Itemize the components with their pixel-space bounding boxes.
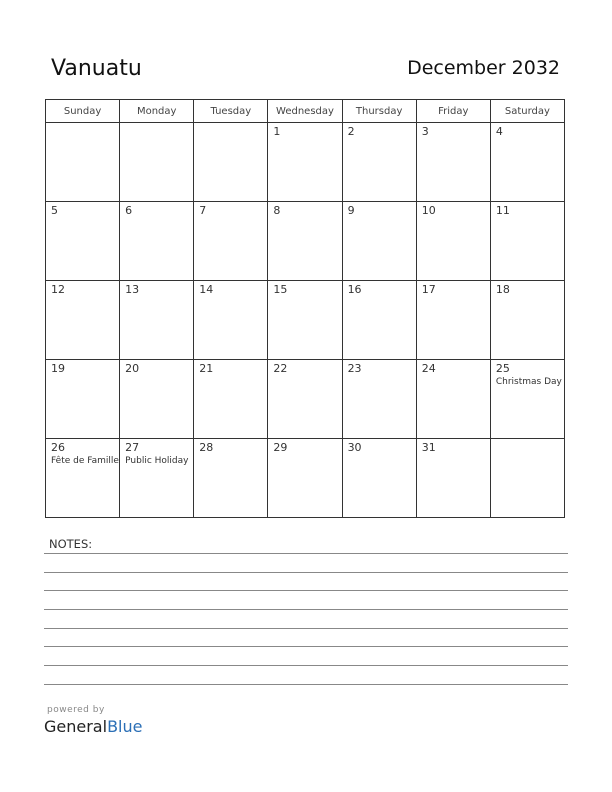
day-cell xyxy=(120,202,194,281)
note-line xyxy=(44,628,568,629)
day-number: 15 xyxy=(273,283,288,296)
empty-day-cell xyxy=(490,439,564,518)
day-number: 13 xyxy=(125,283,140,296)
day-cell xyxy=(490,123,564,202)
weekday-monday: Monday xyxy=(120,100,194,123)
day-cell xyxy=(194,202,268,281)
day-cell xyxy=(268,202,342,281)
day-cell xyxy=(46,360,120,439)
day-cell xyxy=(46,281,120,360)
day-number: 6 xyxy=(125,204,133,217)
empty-day-cell xyxy=(194,123,268,202)
day-cell xyxy=(490,281,564,360)
day-cell xyxy=(268,281,342,360)
note-line xyxy=(44,665,568,666)
empty-day-cell xyxy=(120,123,194,202)
day-number: 31 xyxy=(421,441,436,454)
day-cell xyxy=(120,281,194,360)
week-row xyxy=(46,281,565,360)
day-cell xyxy=(416,281,490,360)
notes-label: NOTES: xyxy=(49,537,93,551)
powered-by-text: powered by xyxy=(47,705,105,715)
week-row xyxy=(46,360,565,439)
note-line xyxy=(44,590,568,591)
week-row xyxy=(46,123,565,202)
weekday-thursday: Thursday xyxy=(342,100,416,123)
holiday-label: Fête de Famille xyxy=(51,456,119,466)
day-cell xyxy=(342,360,416,439)
week-row xyxy=(46,202,565,281)
day-cell xyxy=(342,439,416,518)
day-number: 5 xyxy=(51,204,58,217)
weekday-sunday: Sunday xyxy=(46,100,120,123)
holiday-label: Christmas Day xyxy=(495,377,562,387)
day-cell xyxy=(268,439,342,518)
day-number: 20 xyxy=(125,362,140,375)
day-cell xyxy=(416,202,490,281)
day-number: 30 xyxy=(347,441,362,454)
month-year-title: December 2032 xyxy=(407,57,560,79)
day-number: 23 xyxy=(347,362,362,375)
day-cell xyxy=(194,281,268,360)
day-cell xyxy=(342,202,416,281)
day-number: 24 xyxy=(421,362,436,375)
brand-blue: Blue xyxy=(107,717,143,736)
day-number: 16 xyxy=(347,283,362,296)
day-number: 12 xyxy=(51,283,65,296)
day-number: 9 xyxy=(347,204,355,217)
day-number: 29 xyxy=(273,441,288,454)
note-line xyxy=(44,553,568,554)
day-cell xyxy=(416,439,490,518)
day-cell xyxy=(120,360,194,439)
day-cell xyxy=(490,202,564,281)
day-number: 27 xyxy=(125,441,140,454)
day-number: 4 xyxy=(495,125,503,138)
day-cell xyxy=(46,439,120,518)
note-line xyxy=(44,684,568,685)
day-cell xyxy=(194,439,268,518)
day-cell xyxy=(416,360,490,439)
note-line xyxy=(44,646,568,647)
day-number: 22 xyxy=(273,362,288,375)
day-cell xyxy=(268,360,342,439)
weekday-friday: Friday xyxy=(416,100,490,123)
weekday-wednesday: Wednesday xyxy=(268,100,342,123)
generalblue-logo[interactable] xyxy=(44,717,142,736)
brand-general: General xyxy=(44,717,108,736)
day-cell xyxy=(490,360,564,439)
day-number: 28 xyxy=(199,441,214,454)
weekday-saturday: Saturday xyxy=(490,100,564,123)
day-number: 2 xyxy=(347,125,355,138)
day-number: 19 xyxy=(51,362,65,375)
week-row xyxy=(46,439,565,518)
day-number: 26 xyxy=(51,441,65,454)
day-number: 10 xyxy=(421,204,436,217)
day-cell xyxy=(342,123,416,202)
weekday-tuesday: Tuesday xyxy=(194,100,268,123)
holiday-label: Public Holiday xyxy=(125,456,189,466)
country-title: Vanuatu xyxy=(51,56,142,81)
note-line xyxy=(44,609,568,610)
calendar-grid xyxy=(45,99,565,518)
day-number: 7 xyxy=(199,204,207,217)
day-cell xyxy=(194,360,268,439)
day-cell xyxy=(416,123,490,202)
day-number: 1 xyxy=(273,125,281,138)
day-number: 11 xyxy=(495,204,510,217)
day-number: 17 xyxy=(421,283,436,296)
day-cell xyxy=(120,439,194,518)
day-number: 25 xyxy=(495,362,510,375)
day-cell xyxy=(46,202,120,281)
day-number: 14 xyxy=(199,283,214,296)
day-cell xyxy=(268,123,342,202)
empty-day-cell xyxy=(46,123,120,202)
day-number: 8 xyxy=(273,204,281,217)
day-number: 3 xyxy=(421,125,429,138)
day-number: 21 xyxy=(199,362,214,375)
day-number: 18 xyxy=(495,283,510,296)
note-line xyxy=(44,572,568,573)
day-cell xyxy=(342,281,416,360)
weekday-header-row xyxy=(46,100,565,123)
